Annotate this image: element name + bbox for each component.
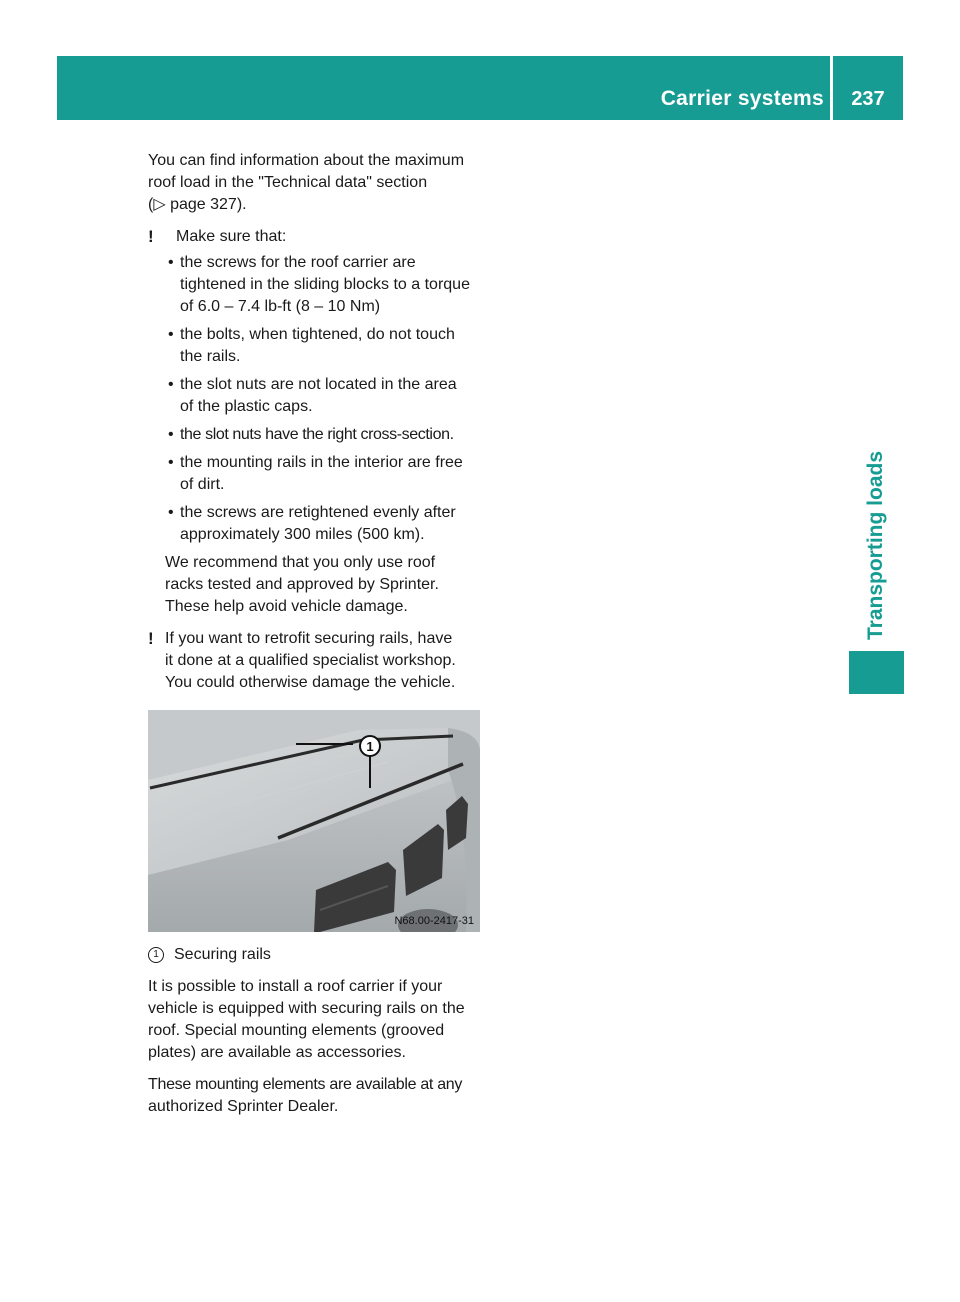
van-roof-illustration	[148, 710, 480, 932]
body-paragraph-3: These mounting elements are available at any authorized Sprinter Dealer.	[148, 1076, 463, 1115]
section-title: Carrier systems	[660, 87, 824, 110]
list-item: • the slot nuts have the right cross-section.	[168, 426, 454, 443]
warning-icon: !	[148, 629, 154, 648]
warning-icon: !	[148, 227, 154, 246]
list-item: • the screws for the roof carrier are tightened in the sliding blocks to a torque of 6.0 – 7.4 lb-ft (8 – 10 Nm)	[168, 254, 470, 315]
main-content	[148, 150, 482, 1128]
page-number: 237	[851, 88, 885, 110]
side-tab-marker	[849, 651, 904, 694]
caption-number-icon: 1	[148, 947, 164, 963]
warning-lead: ! Make sure that:	[148, 227, 287, 246]
header-divider	[830, 56, 833, 120]
body-paragraph-2: It is possible to install a roof carrier if your vehicle is equipped with securing rails on the roof. Special mounting elements (grooved plates) are available as accessories.	[148, 978, 465, 1061]
intro-paragraph: You can find information about the maximum roof load in the "Technical data" section (▷ page 327).	[148, 152, 465, 213]
list-item: • the screws are retightened evenly after approximately 300 miles (500 km).	[168, 504, 456, 543]
warning-block-2: ! If you want to retrofit securing rails, have it done at a qualified specialist workshop. You could otherwise damage the vehicle.	[148, 629, 456, 691]
list-item: • the mounting rails in the interior are free of dirt.	[168, 454, 463, 493]
list-item: • the slot nuts are not located in the area of the plastic caps.	[168, 376, 457, 415]
figure-code: N68.00-2417-31	[394, 915, 474, 927]
callout-number: 1	[366, 739, 374, 754]
warning-block-1	[148, 226, 482, 618]
recommendation-paragraph: We recommend that you only use roof racks tested and approved by Sprinter. These help avoid vehicle damage.	[165, 554, 439, 615]
side-tab-label: Transporting loads	[864, 450, 887, 640]
warning-bullet-list	[148, 252, 482, 546]
roof-rails-figure	[148, 710, 480, 932]
figure-caption: 1 Securing rails	[148, 944, 482, 966]
list-item: • the bolts, when tightened, do not touch the rails.	[168, 326, 455, 365]
